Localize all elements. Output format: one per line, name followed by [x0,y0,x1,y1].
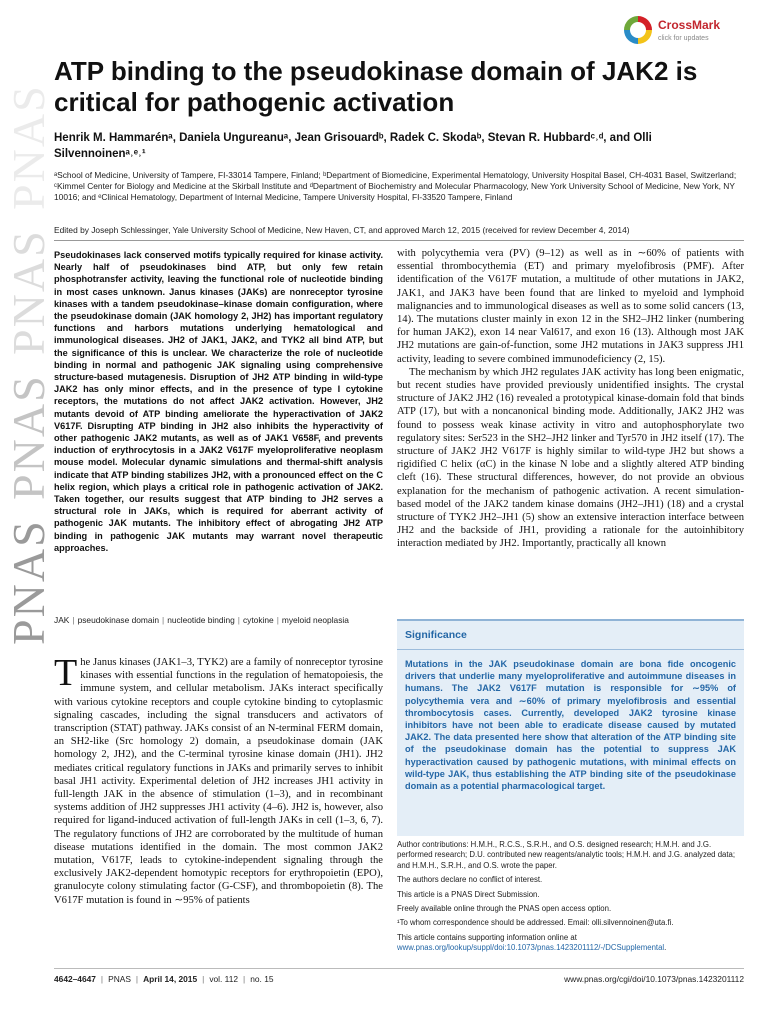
crossmark-title: CrossMark [658,18,721,32]
article-title: ATP binding to the pseudokinase domain of JAK2 is critical for pathogenic activation [54,56,698,117]
supporting-prefix: This article contains supporting information online at [397,932,577,942]
keyword: JAK [54,615,70,625]
author-contributions: Author contributions: H.M.H., R.C.S., S.R.H., and O.S. designed research; H.M.H. and J.G. performed research; D.U. contributed new reagents/analytic tools; H.M.H. and J.G. analyzed data; and H.M.H., S.R.H., and O.S. wrote the paper. [397,840,736,870]
right-column-body [397,247,744,551]
direct-submission-note: This article is a PNAS Direct Submission. [397,889,540,899]
sidebar-word: PNAS [3,519,54,645]
affiliations: ᵃSchool of Medicine, University of Tampere, FI-33014 Tampere, Finland; ᵇDepartment of Biomedicine, Experimental Hematology, University Hospital Basel, CH-4031 Basel, Switzerland; ᶜKimmel Center for Biology and Medicine at the Skirball Institute and ᵈDepartment of Biochemistry and Molecular Pharmacology, New York University School of Medicine, New York, NY 10016; and ᵉClinical Hematology, Department of Internal Medicine, Tampere University Hospital, FI-33520 Tampere, Finland [54,170,737,202]
supporting-info-note [397,933,744,954]
footer-doi[interactable]: www.pnas.org/cgi/doi/10.1073/pnas.1423201112 [564,974,744,984]
correspondence-note: ¹To whom correspondence should be addressed. Email: olli.silvennoinen@uta.fi. [397,918,674,928]
page-range: 4642–4647 [54,974,96,984]
keyword: pseudokinase domain [77,615,160,625]
conflict-statement: The authors declare no conflict of interest. [397,875,543,885]
edited-by-line: Edited by Joseph Schlessinger, Yale University School of Medicine, New Haven, CT, and approved March 12, 2015 (received for review December 4, 2014) [54,225,630,235]
sidebar-word: PNAS [3,229,54,355]
supporting-suffix: . [664,943,667,953]
keywords: JAK | pseudokinase domain | nucleotide binding | cytokine | myeloid neoplasia [54,615,349,625]
supporting-info-link[interactable]: www.pnas.org/lookup/suppl/doi:10.1073/pnas.1423201112/-/DCSupplemental [397,943,665,953]
keyword: cytokine [242,615,274,625]
issue-date: April 14, 2015 [143,974,198,984]
volume: vol. 112 [209,974,239,984]
footer-citation: 4642–4647 | PNAS | April 14, 2015 | vol. 112 | no. 15 [54,974,274,984]
journal-sidebar-watermark [0,78,54,645]
drop-cap: T [54,652,78,694]
page-footer [54,972,744,988]
sidebar-word: PNAS [3,374,54,500]
significance-body: Mutations in the JAK pseudokinase domain are bona fide oncogenic drivers that underlie many myeloproliferative and autoimmune diseases in humans. The JAK2 V617F mutation is responsible for ∼95% of polycythemia vera and ∼60% of primary myelofibrosis and essential thrombocytosis cases. Currently, developed JAK2 tyrosine kinase inhibitors have not been able to eradicate disease caused by mutated JAK2. The data presented here show that alteration of the ATP binding site of the pseudokinase domain has the potential to suppress JAK hyperactivation caused by pathogenic mutations, with minimal effects on wild-type JAK, thus establishing the ATP binding site of the pseudokinase domain as a potential pharmacological target. [405,659,736,792]
article-notes [397,840,744,958]
intro-paragraph [54,652,383,907]
keyword: nucleotide binding [167,615,235,625]
crossmark-badge[interactable] [624,14,734,48]
sidebar-text [2,78,55,645]
open-access-note: Freely available online through the PNAS open access option. [397,904,612,914]
issue-number: no. 15 [250,974,274,984]
intro-text: he Janus kinases (JAK1–3, TYK2) are a family of nonreceptor tyrosine kinases with essential functions in the regulation of hematopoiesis, the immune system, and cellular metabolism. JAKs interact specifically with various cytokine receptors and couple cytokine binding to cytoplasmic signaling cascades, including the signal transducers and activators of transcription (STAT) pathway. JAKs consist of an N-terminal FERM domain, an SH2-like (Src homology 2) domain, a pseudokinase domain (JAK homology 2, JH2), and the C-terminal tyrosine kinase domain (JH1). JH2 mediates critical regulatory functions in JAKs and primarily serves to inhibit basal JH1 activity. Experimental deletion of JH2 increases JH1 activity in full-length JAK in the absence of stimulation (1–3), and in recombinant systems addition of JH2 suppresses JH1 activity (4–6). JH2 is, however, also required for ligand-induced activation of full-length JAKs in cell (1–3, 6, 7). The regulatory functions of JH2 are corroborated by the multitude of human disease mutations identified in the domain. The most common JAK2 mutation, V617F, leads to cytokine-independent signaling through the exclusively JAK2-dependent homotypic receptors for erythropoietin (EPO), granulocyte colony stimulating factor (G-CSF), and thrombopoietin (8). The V617F mutation is found in ∼95% of patients [54,657,383,906]
journal-name: PNAS [108,974,131,984]
author-list: Henrik M. Hammarénᵃ, Daniela Ungureanuᵃ, Jean Grisouardᵇ, Radek C. Skodaᵇ, Stevan R. Hubbardᶜ˒ᵈ, and Olli Silvennoinenᵃ˒ᵉ˒¹ [54,132,652,160]
significance-box [397,619,744,836]
crossmark-subtitle: click for updates [658,35,709,42]
significance-divider [397,649,744,650]
body-paragraph: The mechanism by which JH2 regulates JAK activity has long been enigmatic, but recent studies have provided previously unidentified insights. The crystal structure of JAK2 JH2 (16) revealed a prototypical kinase-domain fold that binds ATP (17), but with a noncanonical binding mode. Additionally, JAK2 JH2 was found to possess weak kinase activity in vitro and autophosphorylate two regulatory sites: Ser523 in the SH2–JH2 linker and Tyr570 in JH2 itself (17). The structure of JAK2 JH2 V617F is highly similar to wild-type JH2 but shows a rigidified C helix (αC) in the kinase N lobe and a slightly altered ATP binding cleft (16). These structural differences, however, do not provide an obvious explanation for the mechanism of pathogenic activation. A recent simulation-based model of the JAK2 tandem kinase domains (JH2–JH1) (18) and a crystal structure of TYK2 JH2–JH1 (5) show an extensive interaction interface between JH2 and the backside of JH1, providing a rationale for the autoinhibitory interaction mediated by JH2. Importantly, practically all known [397,366,744,550]
sidebar-word: PNAS [3,84,54,210]
keyword: myeloid neoplasia [281,615,349,625]
footer-divider [54,968,744,969]
significance-title: Significance [405,629,467,641]
header-divider [54,240,744,241]
body-paragraph: with polycythemia vera (PV) (9–12) as well as in ∼60% of patients with essential thrombocythemia (ET) and primary myelofibrosis (PMF). After identification of the V617F mutation, a multitude of other mutations in JAK2, JAK1, and JAK3 have been found that are linked to myeloid and lymphoid malignancies and to immunological diseases as well as to some solid cancers (13, 14). The mutations cluster mainly in exon 12 in the SH2–JH2 linker (numbering for human JAK2), exon 14 near Val617, and exon 16 (13). Although most JAK JH2 mutations are gain-of-function, some JH2 mutations in JAK3 suppress JH1 activity, leading to severe combined immunodeficiency (2, 15). [397,248,744,365]
abstract: Pseudokinases lack conserved motifs typically required for kinase activity. Nearly half of pseudokinases bind ATP, but only few retain phosphotransfer activity, leaving the functional role of nucleotide binding in most cases unknown. Janus kinases (JAKs) are nonreceptor tyrosine kinases with a tandem pseudokinase–kinase domain configuration, where the pseudokinase domain (JAK homology 2, JH2) has important regulatory functions and harbors mutations underlying hematological and immunological diseases. JH2 of JAK1, JAK2, and TYK2 all bind ATP, but the significance of this is unclear. We characterize the role of nucleotide binding in normal and pathogenic JAK signaling using comprehensive structure-based mutagenesis. Disruption of JH2 ATP binding in wild-type JAK2 has only minor effects, and in the presence of type I cytokine receptors, the mutations do not affect JAK2 activation. However, JH2 mutants devoid of ATP binding ameliorate the hyperactivation of JAK2 V617F. Disrupting ATP binding in JH2 also inhibits the hyperactivity of other pathogenic JAK2 mutants, as well as of JAK1 V658F, and prevents induction of erythrocytosis in a JAK2 V617F myeloproliferative neoplasm mouse model. Molecular dynamic simulations and thermal-shift analysis indicate that ATP binding stabilizes JH2, with a pronounced effect on the C helix region, which plays a critical role in pathogenic activation of JAK2. Taken together, our results suggest that ATP binding to JH2 serves a structural role in JAKs, which is required for aberrant activity of pathogenic JAK mutants. The inhibitory effect of abrogating JH2 ATP binding in pathogenic JAK mutants may warrant novel therapeutic approaches. [54,250,383,553]
crossmark-icon [624,16,652,44]
